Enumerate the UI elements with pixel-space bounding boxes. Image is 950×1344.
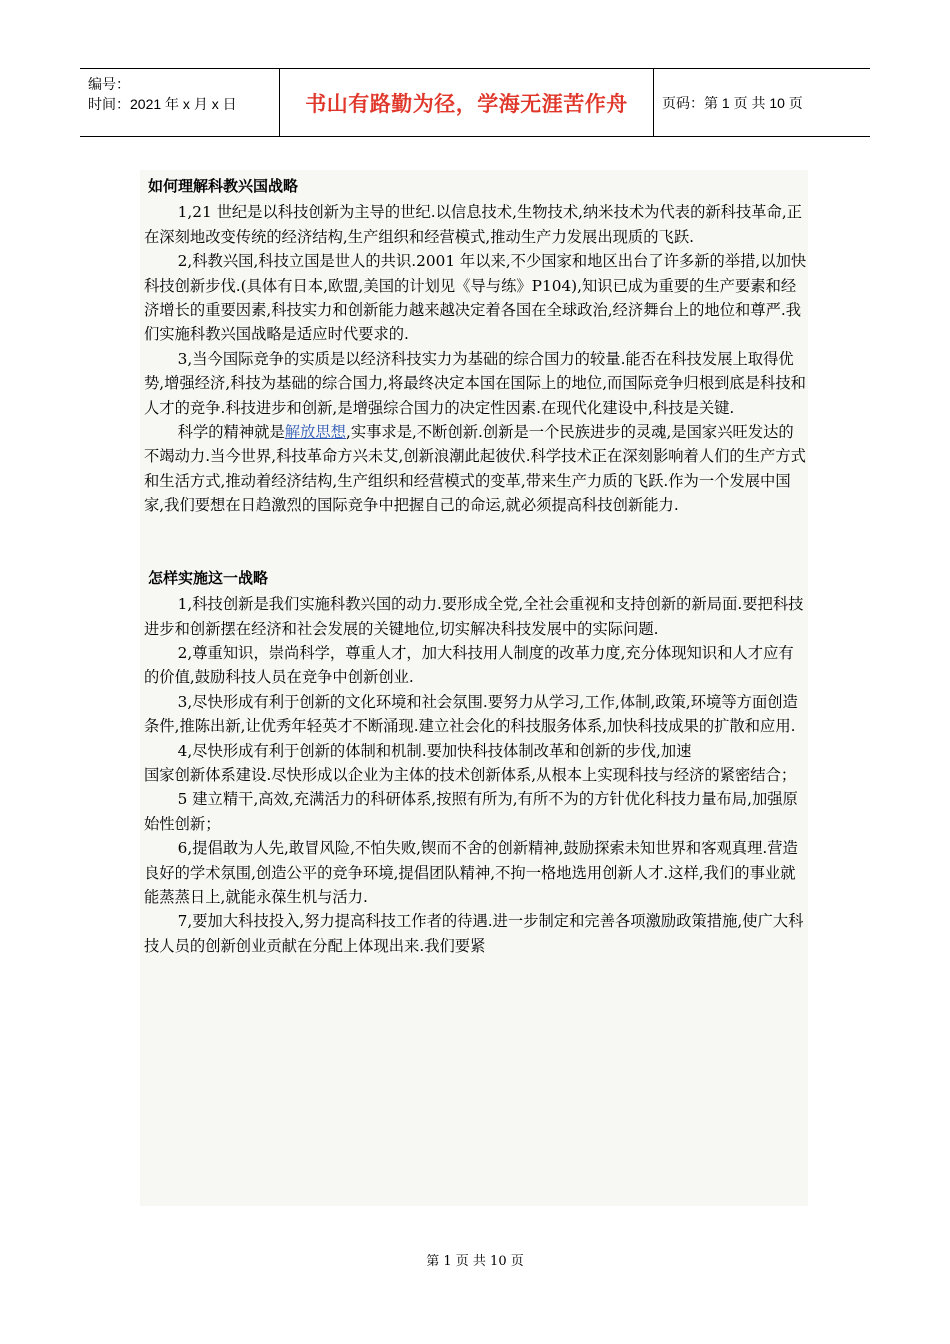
paragraph: 2,科教兴国,科技立国是世人的共识.2001 年以来,不少国家和地区出台了许多新的举措,以加快科技创新步伐.(具体有日本,欧盟,美国的计划见《导与练》P104),知识已成为重要的生产要素和经济增长的重要因素,科技实力和创新能力越来越决定着各国在全球政治,经济舞台上的地位和尊严.我们实施科教兴国战略是适应时代要求的. (144, 252, 807, 344)
page-footer: 第 1 页 共 10 页 (426, 1254, 524, 1269)
header-table (80, 68, 870, 137)
time-label: 时间：2021 年 x 月 x 日 (88, 96, 237, 112)
paragraph: 国家创新体系建设.尽快形成以企业为主体的技术创新体系,从根本上实现科技与经济的紧密结合； (144, 765, 797, 784)
paragraph: 6,提倡敢为人先,敢冒风险,不怕失败,锲而不舍的创新精神,鼓励探索未知世界和客观真理.营造良好的学术氛围,创造公平的竞争环境,提倡团队精神,不拘一格地选用创新人才.这样,我们的事业就能蒸蒸日上,就能永葆生机与活力. (144, 839, 798, 906)
paragraph: 3,尽快形成有利于创新的文化环境和社会氛围.要努力从学习,工作,体制,政策,环境等方面创造条件,推陈出新,让优秀年轻英才不断涌现.建立社会化的科技服务体系,加快科技成果的扩散和应用. (144, 692, 798, 736)
header-page-info: 页码：第 1 页 共 10 页 (662, 94, 803, 111)
number-label: 编号： (88, 76, 130, 92)
paragraph: 1,科技创新是我们实施科教兴国的动力.要形成全党,全社会重视和支持创新的新局面.要把科技进步和创新摆在经济和社会发展的关键地位,切实解决科技发展中的实际问题. (144, 595, 804, 638)
section-spacer (140, 518, 808, 562)
paragraph: 3,当今国际竞争的实质是以经济科技实力为基础的综合国力的较量.能否在科技发展上取得优势,增强经济,科技为基础的综合国力,将最终决定本国在国际上的地位,而国际竞争归根到底是科技和人才的竞争.科技进步和创新,是增强综合国力的决定性因素.在现代化建设中,科技是关键. (144, 349, 806, 417)
section-title-1: 如何理解科教兴国战略 (148, 177, 299, 195)
paragraph: 7,要加大科技投入,努力提高科技工作者的待遇.进一步制定和完善各项激励政策措施,使广大科技人员的创新创业贡献在分配上体现出来.我们要紧 (144, 912, 804, 955)
paragraph: 1,21 世纪是以科技创新为主导的世纪.以信息技术,生物技术,纳米技术为代表的新科技革命,正在深刻地改变传统的经济结构,生产组织和经营模式,推动生产力发展出现质的飞跃. (144, 203, 803, 246)
paragraph: 4,尽快形成有利于创新的体制和机制.要加快科技体制改革和创新的步伐,加速 (177, 741, 692, 760)
section-title-2: 怎样实施这一战略 (148, 568, 269, 587)
document-body (140, 170, 808, 1206)
jiefang-sixiang-link[interactable]: 解放思想 (284, 423, 346, 442)
header-meta (80, 69, 280, 136)
header-motto: 书山有路勤为径，学海无涯苦作舟 (280, 69, 654, 136)
paragraph: 5 建立精干,高效,充满活力的科研体系,按照有所为,有所不为的方针优化科技力量布局,加强原始性创新； (144, 790, 798, 833)
paragraph: 2,尊重知识，崇尚科学，尊重人才，加大科技用人制度的改革力度,充分体现知识和人才应有的价值,鼓励科技人员在竞争中创新创业. (144, 643, 794, 687)
paragraph-text: ,实事求是,不断创新.创新是一个民族进步的灵魂,是国家兴旺发达的不竭动力.当今世界,科技革命方兴未艾,创新浪潮此起彼伏.科学技术正在深刻影响着人们的生产方式和生活方式,推动着经济结构,生产组织和经营模式的变革,带来生产力质的飞跃.作为一个发展中国家,我们要想在日趋激烈的国际竞争中把握自己的命运,就必须提高科技创新能力. (144, 423, 806, 515)
paragraph-text: 科学的精神就是 (177, 423, 285, 442)
paragraph-with-link (140, 420, 808, 518)
